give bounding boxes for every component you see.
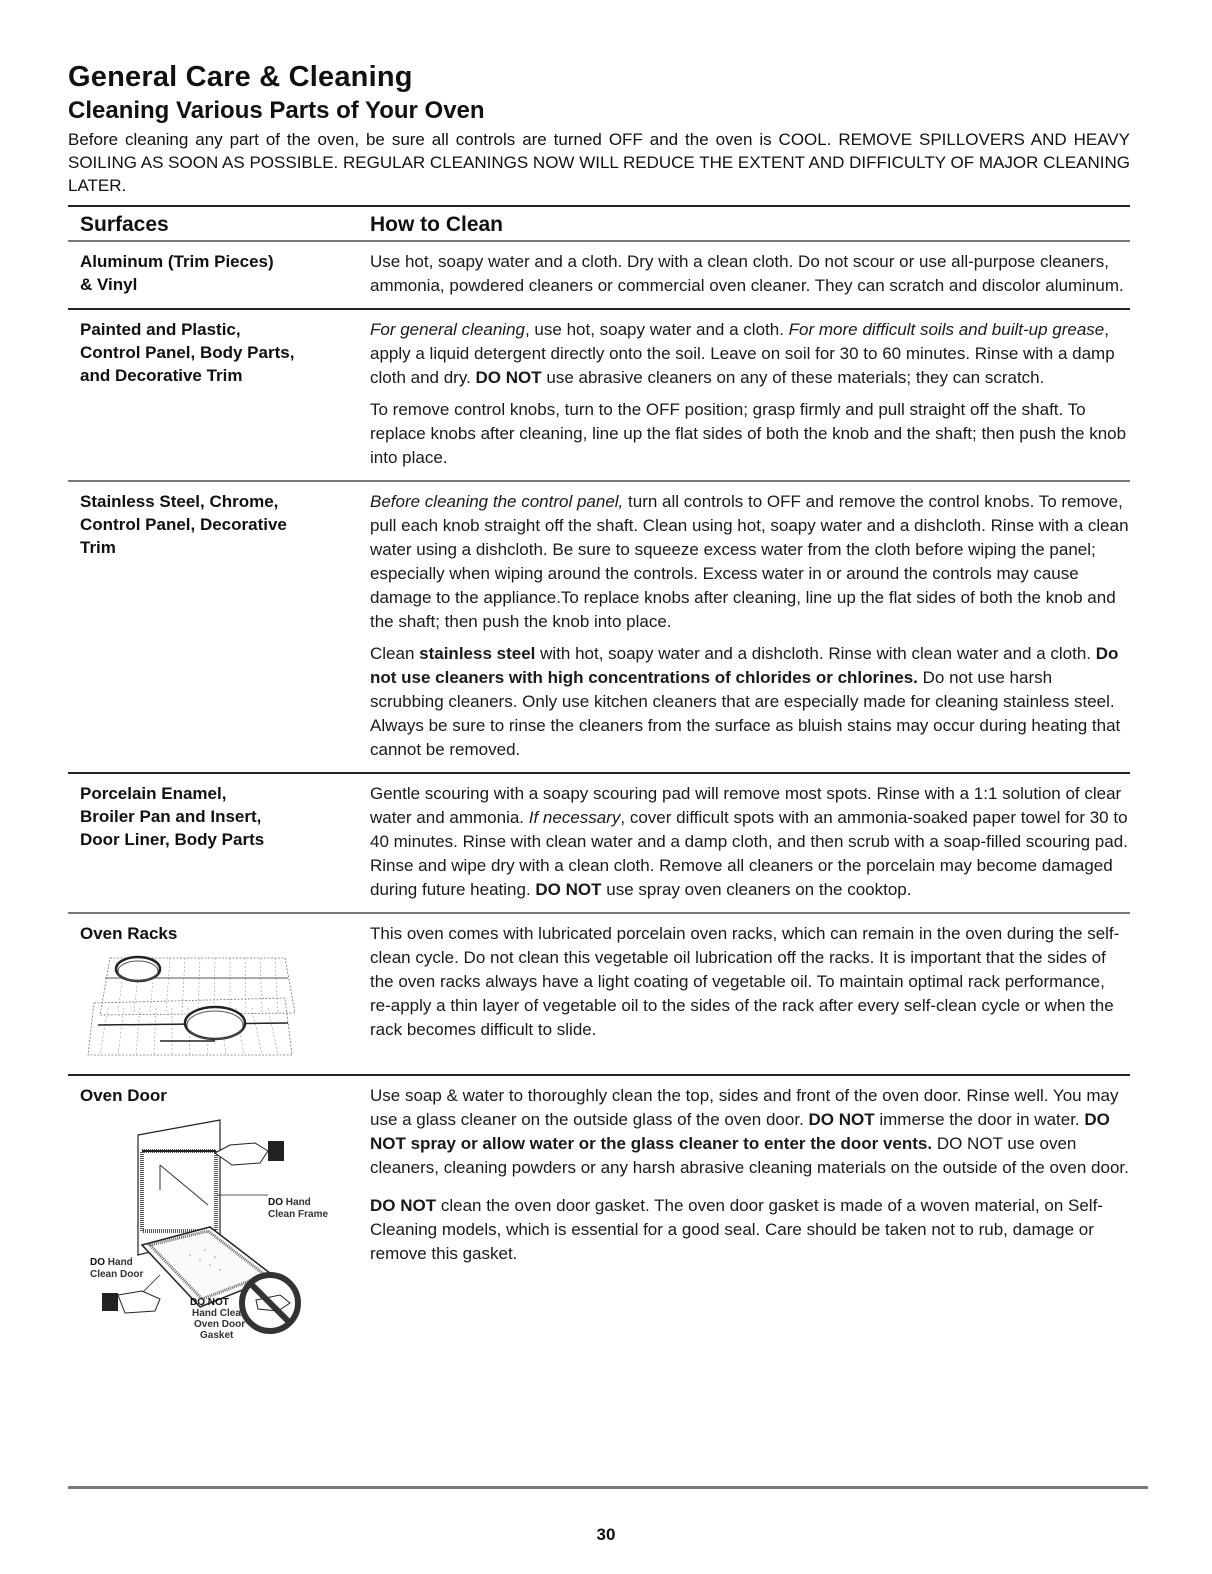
text-run: , apply a liquid detergent directly onto the soil. Leave on soil for 30 to 60 minutes. Rinse with a damp cloth and dry. <box>370 320 1115 387</box>
instruction-paragraph <box>370 250 1130 298</box>
column-header-how-to-clean: How to Clean <box>370 213 504 236</box>
surface-line: & Vinyl <box>80 275 138 294</box>
text-run: turn all controls to OFF and remove the control knobs. To remove, pull each knob straight off the shaft. Clean using hot, soapy water and a dishcloth. Rinse with a clean water using a dishcloth. Be sure to squeeze excess water from the cloth before wiping the panel; especially when wiping around the controls. Excess water in or around the controls may cause damage to the appliance.To replace knobs after cleaning, line up the flat sides of both the knob and the shaft; then push the knob into place. <box>370 492 1129 631</box>
column-header-surfaces: Surfaces <box>80 213 169 236</box>
prohibited-icon <box>242 1275 298 1331</box>
svg-text:Clean Frame: Clean Frame <box>268 1209 329 1220</box>
emphasis-italic: For more difficult soils and built-up grease <box>788 320 1105 339</box>
surface-name <box>80 782 370 902</box>
surface-line: Aluminum (Trim Pieces) <box>80 252 274 271</box>
emphasis-bold: stainless steel <box>419 644 536 663</box>
surface-name <box>80 490 370 762</box>
section-title: Cleaning Various Parts of Your Oven <box>68 97 485 124</box>
instruction-paragraph <box>370 642 1130 762</box>
instruction-paragraph <box>370 490 1130 634</box>
surface-line: Porcelain Enamel, <box>80 784 227 803</box>
text-run: , cover difficult spots with an ammonia-soaked paper towel for 30 to 40 minutes. Rinse with clean water and a damp cloth, and then scrub with a soap-filled scouring pad. Rinse and wipe dry with a clean cloth. Remove all cleaners or the porcelain may become damaged during future heating. <box>370 808 1128 899</box>
svg-text:Clean Door: Clean Door <box>90 1269 144 1280</box>
emphasis-italic: For general cleaning <box>370 320 525 339</box>
svg-text:Gasket: Gasket <box>200 1330 234 1341</box>
svg-text:DO NOT: DO NOT <box>190 1297 229 1308</box>
intro-paragraph: Before cleaning any part of the oven, be sure all controls are turned OFF and the oven is COOL. REMOVE SPILLOVERS AND HEAVY SOILING AS SOON AS POSSIBLE. REGULAR CLEANINGS NOW WILL REDUCE THE EXTENT AND DIFFICULTY OF MAJOR CLEANING LATER. <box>68 130 1130 195</box>
text-run: clean the oven door gasket. The oven door gasket is made of a woven material, on Self-Cleaning models, which is essential for a good seal. Care should be taken not to rub, damage or remove this gasket. <box>370 1196 1103 1263</box>
surface-name <box>80 250 370 298</box>
text-run: use abrasive cleaners on any of these materials; they can scratch. <box>541 368 1045 387</box>
cleaning-instructions <box>370 782 1130 902</box>
footer-divider <box>68 1486 1148 1489</box>
emphasis-bold: Do not use cleaners with high concentrations of chlorides or chlorines. <box>370 644 1119 687</box>
text-run: DO NOT use oven cleaners, cleaning powders or any harsh abrasive cleaning materials on the outside of the oven door. <box>370 1134 1129 1177</box>
instruction-paragraph <box>370 782 1130 902</box>
text-run: with hot, soapy water and a dishcloth. Rinse with clean water and a cloth. <box>535 644 1096 663</box>
instruction-paragraph <box>370 922 1130 1042</box>
table-body <box>68 242 1130 1351</box>
text-run: Clean <box>370 644 420 663</box>
text-run: Use hot, soapy water and a cloth. Dry with a clean cloth. Do not scour or use all-purpose cleaners, ammonia, powdered cleaners or commercial oven cleaner. They can scratch and discolor aluminum. <box>370 252 1124 295</box>
instruction-paragraph <box>370 1194 1130 1266</box>
hand-icon <box>102 1291 160 1313</box>
emphasis-bold: DO NOT <box>808 1110 875 1129</box>
cleaning-instructions <box>370 1084 1130 1341</box>
text-run: , use hot, soapy water and a cloth. <box>524 320 789 339</box>
table-row <box>68 1076 1130 1351</box>
instruction-paragraph <box>370 398 1130 470</box>
emphasis-bold: DO NOT <box>475 368 542 387</box>
page-title: General Care & Cleaning <box>68 61 413 93</box>
surface-line: Oven Racks <box>80 924 178 943</box>
table-row <box>68 242 1130 308</box>
cleaning-instructions <box>370 922 1130 1064</box>
table-header <box>68 207 1130 240</box>
page-number: 30 <box>596 1525 616 1544</box>
surface-line: Control Panel, Body Parts, <box>80 343 295 362</box>
label-door: DO Hand <box>90 1257 133 1268</box>
table-row <box>68 774 1130 912</box>
label-frame: DO Hand <box>268 1197 311 1208</box>
svg-text:Oven Door: Oven Door <box>194 1319 246 1330</box>
surface-line: Stainless Steel, Chrome, <box>80 492 279 511</box>
surface-line: and Decorative Trim <box>80 366 243 385</box>
surface-line: Door Liner, Body Parts <box>80 830 265 849</box>
emphasis-bold: DO NOT <box>370 1196 437 1215</box>
emphasis-italic: If necessary <box>528 808 621 827</box>
table-row <box>68 482 1130 772</box>
hand-icon <box>215 1141 284 1165</box>
document-page <box>68 60 1130 1351</box>
svg-text:Hand Clean: Hand Clean <box>192 1308 248 1319</box>
oven-racks-illustration <box>80 953 300 1058</box>
text-run: Do not use harsh scrubbing cleaners. Only use kitchen cleaners that are especially made for cleaning stainless steel. Always be sure to rinse the cleaners from the surface as bluish stains may occur during heating that cannot be removed. <box>370 668 1121 759</box>
table-row <box>68 310 1130 480</box>
cleaning-instructions <box>370 250 1130 298</box>
emphasis-italic: Before cleaning the control panel, <box>370 492 624 511</box>
surface-line: Oven Door <box>80 1086 167 1105</box>
cleaning-instructions <box>370 490 1130 762</box>
instruction-paragraph <box>370 1084 1130 1180</box>
text-run: Gentle scouring with a soapy scouring pad will remove most spots. Rinse with a 1:1 solution of clear water and ammonia. <box>370 784 1122 827</box>
emphasis-bold: DO NOT <box>535 880 602 899</box>
surface-line: Broiler Pan and Insert, <box>80 807 262 826</box>
surface-line: Trim <box>80 538 116 557</box>
cleaning-table <box>68 205 1130 1351</box>
table-row <box>68 914 1130 1074</box>
emphasis-bold: DO NOT spray or allow water or the glass cleaner to enter the door vents. <box>370 1110 1110 1153</box>
surface-name <box>80 1084 370 1341</box>
surface-line: Control Panel, Decorative <box>80 515 287 534</box>
surface-line: Painted and Plastic, <box>80 320 241 339</box>
text-run: This oven comes with lubricated porcelain oven racks, which can remain in the oven during the self-clean cycle. Do not clean this vegetable oil lubrication off the racks. It is important that the sides of the oven racks always have a light coating of vegetable oil. To maintain optimal rack performance, re-apply a thin layer of vegetable oil to the sides of the rack after every self-clean cycle or when the rack becomes difficult to slide. <box>370 924 1120 1039</box>
oven-door-illustration <box>80 1115 340 1341</box>
text-run: immerse the door in water. <box>874 1110 1085 1129</box>
cleaning-instructions <box>370 318 1130 470</box>
text-run: Use soap & water to thoroughly clean the top, sides and front of the oven door. Rinse well. You may use a glass cleaner on the outside glass of the oven door. <box>370 1086 1119 1129</box>
instruction-paragraph <box>370 318 1130 390</box>
text-run: To remove control knobs, turn to the OFF position; grasp firmly and pull straight off the shaft. To replace knobs after cleaning, line up the flat sides of both the knob and the shaft; then push the knob into place. <box>370 400 1127 467</box>
surface-name <box>80 318 370 470</box>
surface-name <box>80 922 370 1064</box>
text-run: use spray oven cleaners on the cooktop. <box>601 880 912 899</box>
